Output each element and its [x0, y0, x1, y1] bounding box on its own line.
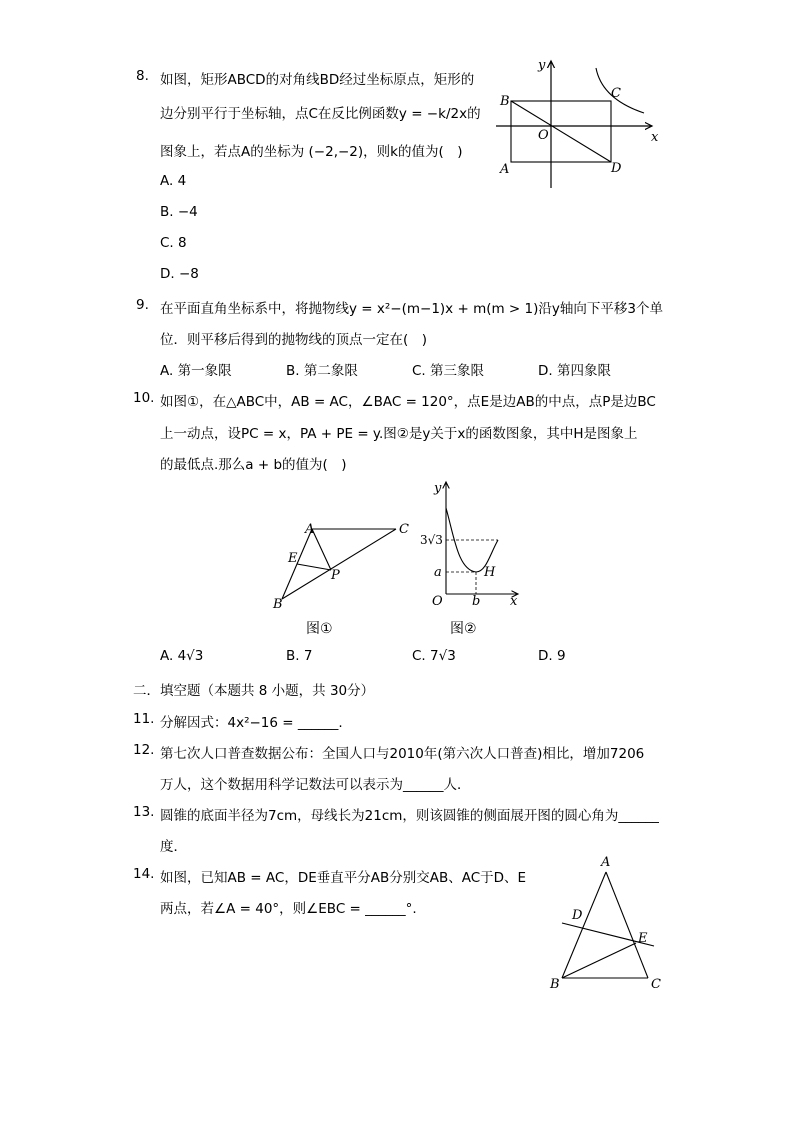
q10-line2: 上一动点，设PC = x，PA + PE = y.图②是y关于x的函数图象，其中H是图象上: [160, 426, 638, 442]
q10-option-a[interactable]: A. 4√3: [160, 648, 204, 664]
q9-line2: 位．则平移后得到的抛物线的顶点一定在( ): [160, 332, 428, 348]
fig1-caption: 图①: [306, 621, 333, 637]
q9-option-b[interactable]: B. 第二象限: [286, 363, 358, 379]
section-heading: 二．填空题（本题共 8 小题，共 30分）: [133, 683, 375, 699]
q13-line1: 圆锥的底面半径为7cm，母线长为21cm，则该圆锥的侧面展开图的圆心角为______: [160, 808, 659, 824]
q14-figure: [540, 850, 670, 990]
q10-line3: 的最低点.那么a + b的值为( ): [160, 457, 347, 473]
q9-line1: 在平面直角坐标系中，将抛物线y = x²−(m−1)x + m(m > 1)沿y轴向下平移3个单: [160, 301, 663, 317]
q11-number: 11.: [133, 711, 155, 727]
q14-line1: 如图，已知AB = AC，DE垂直平分AB分别交AB、AC于D、E: [160, 870, 527, 886]
q12-line2: 万人，这个数据用科学记数法可以表示为______人．: [160, 777, 471, 793]
label-y: y: [538, 58, 546, 73]
q9-number: 9.: [136, 297, 149, 313]
fig2-label-3r3: 3√3: [420, 533, 443, 547]
label-o: O: [538, 128, 549, 143]
fig14-label-e: E: [638, 931, 648, 946]
fig2-label-y: y: [434, 481, 442, 496]
fig2-label-a: a: [434, 565, 442, 580]
q8-option-c[interactable]: C. 8: [160, 235, 187, 251]
q8-line2: 边分别平行于坐标轴，点C在反比例函数y = −k/2x的: [160, 106, 481, 122]
fig1-label-b: B: [273, 597, 283, 612]
q13-line2: 度．: [160, 839, 187, 855]
fig1-label-e: E: [288, 551, 298, 566]
q10-number: 10.: [133, 390, 155, 406]
fig2-label-b: b: [472, 594, 481, 609]
q8-figure: [494, 55, 669, 195]
diagonal-bd: [511, 101, 611, 162]
q10-option-b[interactable]: B. 7: [286, 648, 313, 664]
q14-number: 14.: [133, 866, 155, 882]
q10-line1: 如图①，在△ABC中，AB = AC，∠BAC = 120°，点E是边AB的中点，点P是边BC: [160, 394, 656, 410]
fig1-label-a: A: [305, 522, 315, 537]
label-c: C: [611, 86, 621, 101]
label-x: x: [651, 130, 659, 145]
q8-line1: 如图，矩形ABCD的对角线BD经过坐标原点，矩形的: [160, 72, 475, 88]
fig14-label-b: B: [550, 977, 560, 990]
fig14-label-c: C: [651, 977, 661, 990]
label-d: D: [611, 161, 622, 176]
q8-option-d[interactable]: D. −8: [160, 266, 199, 282]
q8-line3: 图象上，若点A的坐标为 (−2,−2)，则k的值为( ): [160, 144, 463, 160]
q10-option-c[interactable]: C. 7√3: [412, 648, 456, 664]
fig14-label-a: A: [601, 855, 611, 870]
q10-option-d[interactable]: D. 9: [538, 648, 566, 664]
fig2-caption: 图②: [450, 621, 477, 637]
q13-number: 13.: [133, 804, 155, 820]
q10-figure-2: [418, 478, 528, 610]
fig2-label-x: x: [510, 594, 518, 609]
q12-line1: 第七次人口普查数据公布：全国人口与2010年(第六次人口普查)相比，增加7206: [160, 746, 645, 762]
label-b: B: [500, 94, 510, 109]
q8-option-a[interactable]: A. 4: [160, 173, 187, 189]
q11-text: 分解因式：4x²−16 = ______.: [160, 715, 343, 731]
label-a: A: [500, 162, 510, 177]
fig2-label-h: H: [484, 565, 496, 580]
q9-option-a[interactable]: A. 第一象限: [160, 363, 232, 379]
fig14-label-d: D: [572, 908, 583, 923]
fig1-label-c: C: [399, 522, 409, 537]
q12-number: 12.: [133, 742, 155, 758]
q9-option-c[interactable]: C. 第三象限: [412, 363, 485, 379]
q10-figure-1: [268, 515, 418, 615]
fig2-label-o: O: [432, 594, 443, 609]
fig1-label-p: P: [331, 568, 340, 583]
q14-line2: 两点，若∠A = 40°，则∠EBC = ______°.: [160, 901, 417, 917]
q9-option-d[interactable]: D. 第四象限: [538, 363, 611, 379]
q8-option-b[interactable]: B. −4: [160, 204, 198, 220]
q8-number: 8.: [136, 68, 149, 84]
